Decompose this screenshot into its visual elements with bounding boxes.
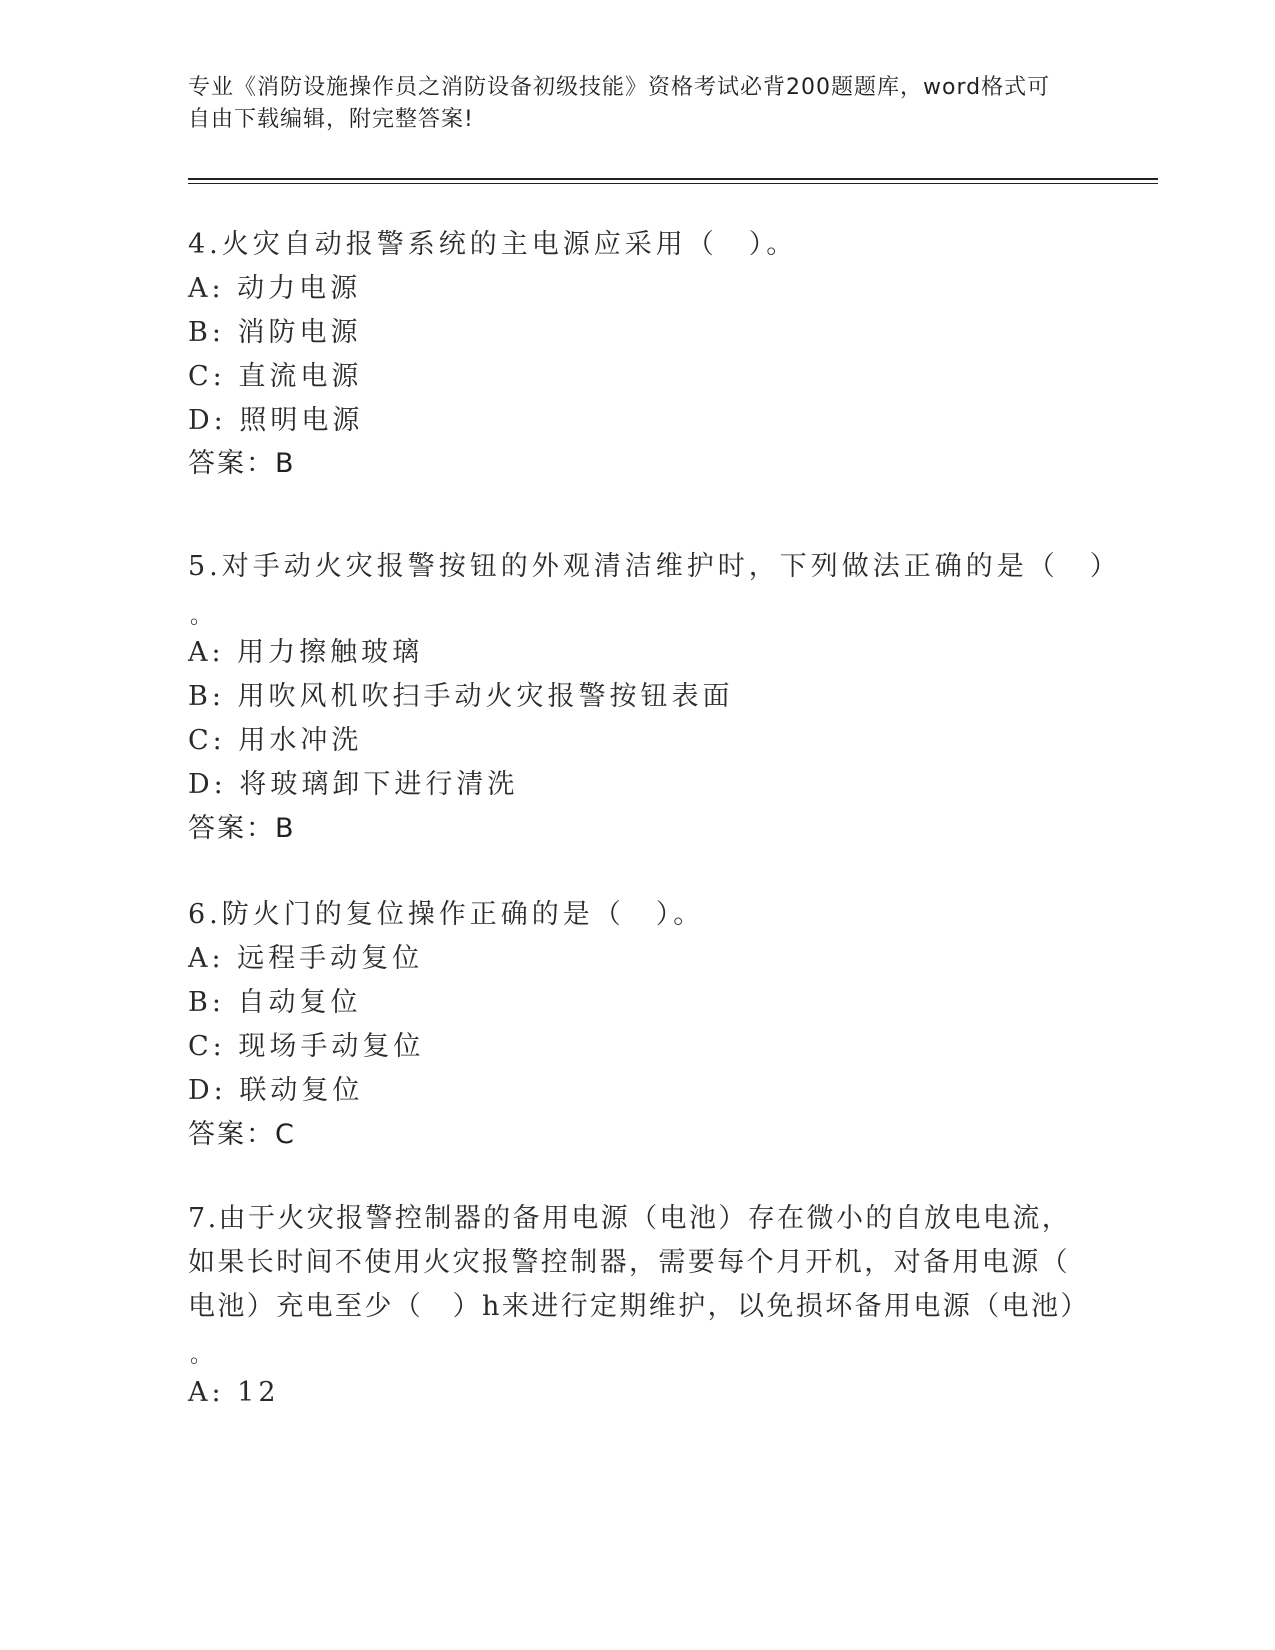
header-divider-thin <box>188 183 1158 184</box>
question-4-option-c: C: 直流电源 <box>188 361 363 392</box>
header-divider-thick <box>188 178 1158 180</box>
question-4-answer: 答案：B <box>188 448 296 479</box>
question-5-option-c: C: 用水冲洗 <box>188 725 363 756</box>
question-7-stem-line-3: 电池）充电至少（ ）h来进行定期维护，以免损坏备用电源（电池） <box>188 1291 1090 1322</box>
question-6-answer: 答案：C <box>188 1119 296 1150</box>
question-6-option-b: B: 自动复位 <box>188 987 362 1018</box>
question-6-option-d: D: 联动复位 <box>188 1075 364 1106</box>
question-5-option-a: A: 用力擦触玻璃 <box>188 637 424 668</box>
question-4-option-d: D: 照明电源 <box>188 405 364 436</box>
question-5-stem: 5.对手动火灾报警按钮的外观清洁维护时，下列做法正确的是（ ） <box>188 551 1121 582</box>
question-4-option-a: A: 动力电源 <box>188 273 362 304</box>
question-7-stem-line-2: 如果长时间不使用火灾报警控制器，需要每个月开机，对备用电源（ <box>188 1247 1070 1278</box>
document-header: 专业《消防设施操作员之消防设备初级技能》资格考试必背200题题库，word格式可自由下载编辑，附完整答案! <box>188 75 1051 132</box>
question-5-answer: 答案：B <box>188 813 296 844</box>
question-4-option-b: B: 消防电源 <box>188 317 362 348</box>
question-5-option-d: D: 将玻璃卸下进行清洗 <box>188 769 519 800</box>
question-7-stem-end: 。 <box>190 1343 213 1368</box>
question-7-option-a: A: 12 <box>188 1377 280 1408</box>
question-7-stem-line-1: 7.由于火灾报警控制器的备用电源（电池）存在微小的自放电电流， <box>188 1203 1072 1234</box>
question-6-stem: 6.防火门的复位操作正确的是（ ）。 <box>188 899 705 930</box>
question-6-option-c: C: 现场手动复位 <box>188 1031 425 1062</box>
question-5-stem-end: 。 <box>190 604 213 629</box>
question-6-option-a: A: 远程手动复位 <box>188 943 424 974</box>
question-4-stem: 4.火灾自动报警系统的主电源应采用（ ）。 <box>188 229 798 260</box>
question-5-option-b: B: 用吹风机吹扫手动火灾报警按钮表面 <box>188 681 734 712</box>
